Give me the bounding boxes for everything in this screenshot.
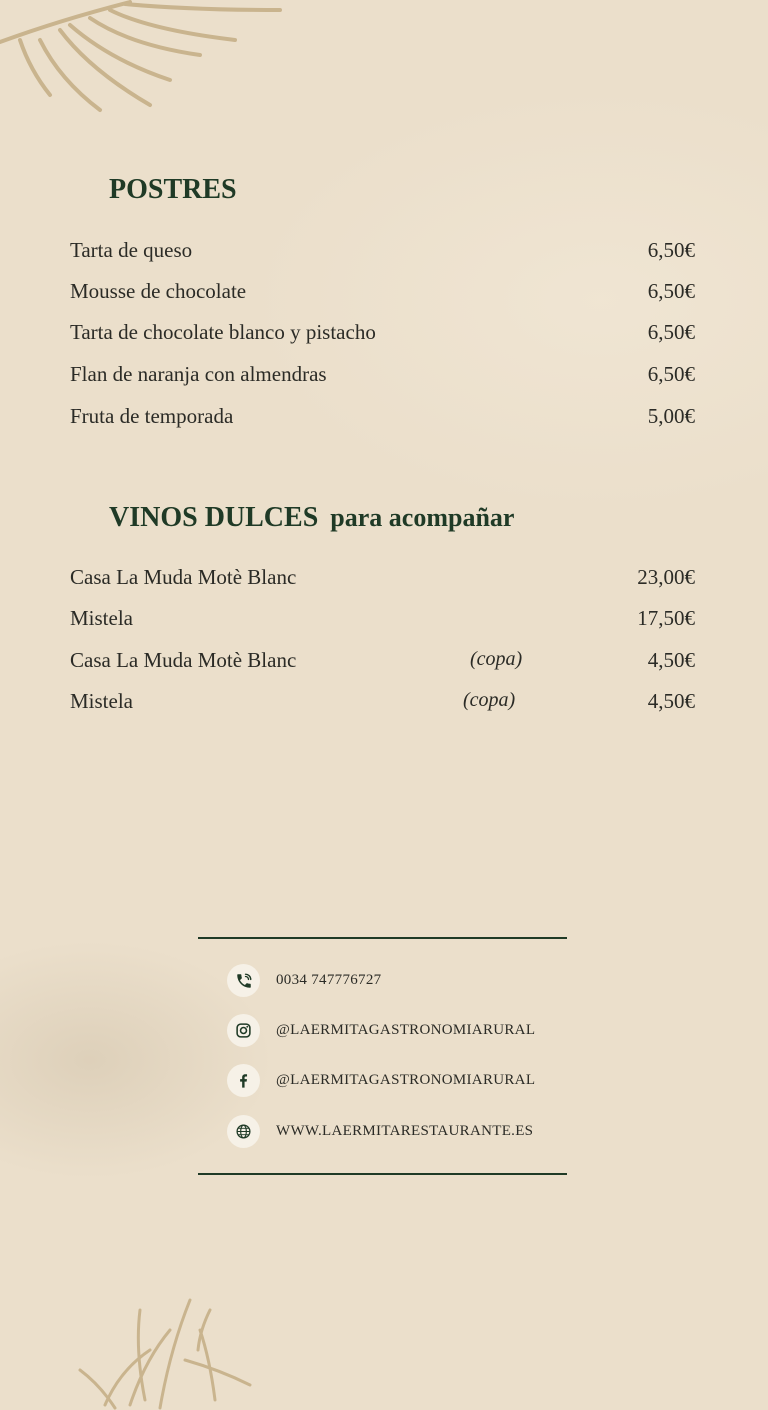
item-name: Mistela — [70, 606, 133, 630]
item-note: (copa) — [470, 648, 523, 670]
bottom-divider — [198, 1173, 567, 1175]
item-name: Fruta de temporada — [70, 404, 234, 428]
vinos-title — [109, 502, 514, 534]
item-note: (copa) — [463, 689, 516, 711]
item-name: Casa La Muda Motè Blanc — [70, 565, 297, 589]
facebook-text: @LAERMITAGASTRONOMIARURAL — [276, 1072, 536, 1088]
wine-item — [70, 689, 695, 719]
phone-text: 0034 747776727 — [276, 972, 382, 988]
item-price: 23,00€ — [637, 565, 695, 589]
dessert-item — [70, 320, 695, 350]
item-name: Mousse de chocolate — [70, 279, 247, 303]
globe-icon — [227, 1115, 260, 1148]
top-divider — [198, 937, 567, 939]
dessert-item — [70, 279, 695, 309]
item-name: Mistela — [70, 689, 133, 713]
wine-item — [70, 606, 695, 636]
item-name: Casa La Muda Motè Blanc — [70, 648, 297, 672]
contact-phone[interactable] — [227, 964, 587, 998]
wine-item — [70, 648, 695, 678]
contact-website[interactable] — [227, 1115, 587, 1149]
dessert-item — [70, 404, 695, 434]
postres-title-text: POSTRES — [109, 174, 237, 205]
contact-facebook[interactable] — [227, 1064, 587, 1098]
vinos-title-text: VINOS DULCES — [109, 502, 319, 533]
item-price: 5,00€ — [647, 404, 695, 428]
phone-icon — [227, 964, 260, 997]
instagram-text: @LAERMITAGASTRONOMIARURAL — [276, 1022, 536, 1038]
item-name: Flan de naranja con almendras — [70, 362, 327, 386]
item-name: Tarta de queso — [70, 238, 193, 262]
item-price: 6,50€ — [647, 362, 695, 386]
item-price: 6,50€ — [647, 279, 695, 303]
website-text: WWW.LAERMITARESTAURANTE.ES — [276, 1123, 534, 1139]
wine-item — [70, 565, 695, 595]
facebook-icon — [227, 1064, 260, 1097]
item-price: 4,50€ — [647, 648, 695, 672]
item-price: 6,50€ — [647, 320, 695, 344]
top-leaf-decoration — [0, 0, 320, 120]
item-name: Tarta de chocolate blanco y pistacho — [70, 320, 376, 344]
item-price: 4,50€ — [647, 689, 695, 713]
item-price: 6,50€ — [647, 238, 695, 262]
contact-instagram[interactable] — [227, 1014, 587, 1048]
bottom-leaf-decoration — [50, 1290, 280, 1410]
postres-title — [109, 174, 237, 206]
dessert-item — [70, 238, 695, 268]
item-price: 17,50€ — [637, 606, 695, 630]
instagram-icon — [227, 1014, 260, 1047]
vinos-subtitle: para acompañar — [330, 503, 515, 532]
dessert-item — [70, 362, 695, 392]
